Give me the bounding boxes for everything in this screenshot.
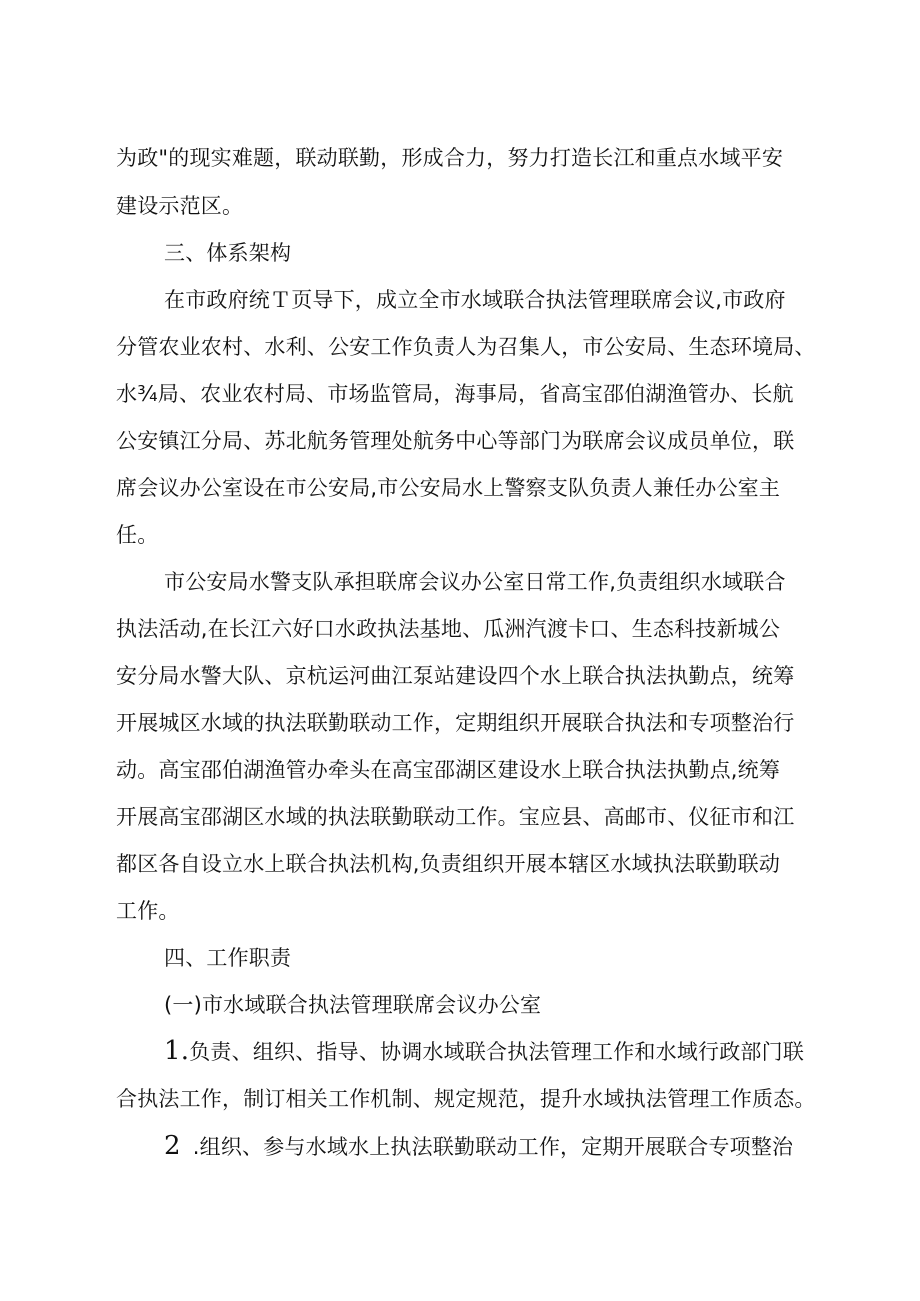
paragraph-line: 市公安局水警支队承担联席会议办公室日常工作,负责组织水域联合 — [164, 570, 786, 594]
paragraph-line: 动。高宝邵伯湖渔管办牵头在高宝邵湖区建设水上联合执法执勤点,统筹 — [116, 758, 781, 782]
paragraph-line: 执法活动,在长江六好口水政执法基地、瓜洲汽渡卡口、生态科技新城公 — [116, 617, 781, 641]
paragraph-line: 都区各自设立水上联合执法机构,负责组织开展本辖区水域执法联勤联动 — [116, 852, 781, 876]
paragraph-line: 席会议办公室设在市公安局,市公安局水上警察支队负责人兼任办公室主 — [116, 476, 781, 500]
paragraph-line: 在市政府统Ｔ页导下，成立全市水域联合执法管理联席会议,市政府 — [164, 288, 786, 312]
paragraph-line: 开展城区水域的执法联勤联动工作，定期组织开展联合执法和专项整治行 — [116, 711, 795, 735]
item-number-2: 2 — [164, 1131, 181, 1161]
subsection-heading: (一)市水域联合执法管理联席会议办公室 — [164, 993, 542, 1017]
paragraph-line: 分管农业农村、水利、公安工作负责人为召集人，市公安局、生态环境局、 — [116, 335, 816, 359]
paragraph-line: 合执法工作，制订相关工作机制、规定规范，提升水域执法管理工作质态。 — [116, 1087, 816, 1111]
item-number-1: 1. — [164, 1036, 190, 1066]
item-2-line — [164, 1132, 793, 1161]
paragraph-line: 水¾局、农业农村局、市场监管局，海事局，省高宝邵伯湖渔管办、长航 — [116, 382, 794, 406]
section-heading-3: 三、体系架构 — [164, 241, 292, 265]
item-2-text: .组织、参与水域水上执法联勤联动工作，定期开展联合专项整治 — [192, 1135, 794, 1159]
paragraph-line: 为政"的现实难题，联动联勤，形成合力，努力打造长江和重点水域平安 — [116, 146, 784, 170]
paragraph-line: 公安镇江分局、苏北航务管理处航务中心等部门为联席会议成员单位，联 — [116, 429, 795, 453]
item-1-line — [164, 1037, 804, 1066]
paragraph-line: 安分局水警大队、京杭运河曲江泵站建设四个水上联合执法执勤点，统筹 — [116, 664, 795, 688]
paragraph-line: 开展高宝邵湖区水域的执法联勤联动工作。宝应县、高邮市、仪征市和江 — [116, 805, 795, 829]
item-1-text: 负责、组织、指导、协调水域联合执法管理工作和水域行政部门联 — [189, 1040, 805, 1064]
paragraph-line: 建设示范区。 — [116, 194, 244, 218]
paragraph-line: 任。 — [116, 523, 159, 547]
section-heading-4: 四、工作职责 — [164, 946, 292, 970]
paragraph-line: 工作。 — [116, 899, 180, 923]
